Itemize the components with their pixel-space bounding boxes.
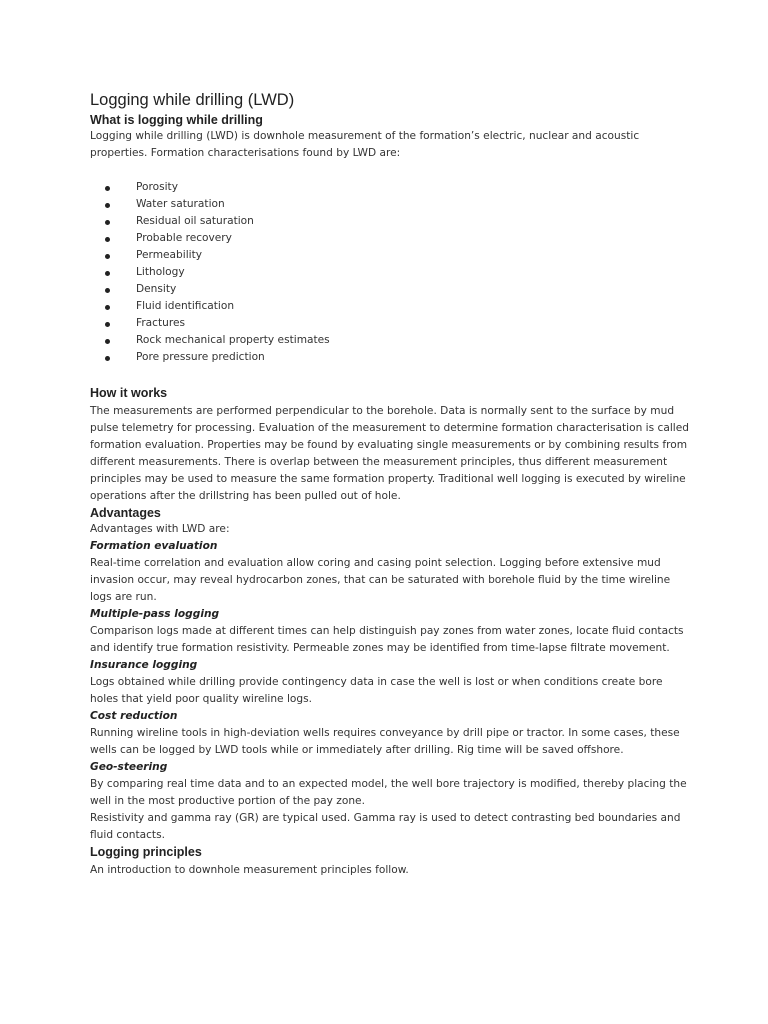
bullet-icon	[105, 254, 110, 259]
subheading-cost-reduction: Cost reduction	[90, 710, 178, 722]
characterisation-list	[90, 179, 690, 366]
section-heading-how: How it works	[90, 386, 168, 400]
bullet-icon	[105, 220, 110, 225]
formation-evaluation-paragraph: Real-time correlation and evaluation allow coring and casing point selection. Logging before extensive mud invasion occur, may reveal hydrocarbon zones, that can be saturated with borehole fluid by the time wireline logs are run.	[90, 557, 671, 603]
bullet-icon	[105, 203, 110, 208]
what-paragraph: Logging while drilling (LWD) is downhole measurement of the formation’s electric, nuclear and acoustic properties. Formation characterisations found by LWD are:	[90, 130, 640, 159]
geo-steering-paragraph-2: Resistivity and gamma ray (GR) are typical used. Gamma ray is used to detect contrasting bed boundaries and fluid contacts.	[90, 812, 681, 841]
list-item: Porosity	[90, 179, 690, 196]
multiple-pass-paragraph: Comparison logs made at different times can help distinguish pay zones from water zones, locate fluid contacts and identify true formation resistivity. Permeable zones may be identified from time-lapse filtrate movement.	[90, 625, 684, 654]
bullet-icon	[105, 305, 110, 310]
bullet-icon	[105, 356, 110, 361]
advantages-intro: Advantages with LWD are:	[90, 523, 230, 535]
bullet-icon	[105, 271, 110, 276]
subheading-formation-evaluation: Formation evaluation	[90, 540, 218, 552]
page-title: Logging while drilling (LWD)	[90, 91, 295, 109]
bullet-icon	[105, 322, 110, 327]
geo-steering-paragraph: By comparing real time data and to an expected model, the well bore trajectory is modified, thereby placing the well in the most productive portion of the pay zone.	[90, 778, 687, 807]
list-item: Probable recovery	[90, 230, 690, 247]
list-item: Fluid identification	[90, 298, 690, 315]
subheading-insurance-logging: Insurance logging	[90, 659, 198, 671]
list-item: Density	[90, 281, 690, 298]
section-heading-principles: Logging principles	[90, 845, 202, 859]
subheading-multiple-pass-logging: Multiple-pass logging	[90, 608, 220, 620]
section-heading-advantages: Advantages	[90, 506, 161, 520]
list-item: Pore pressure prediction	[90, 349, 690, 366]
list-item: Permeability	[90, 247, 690, 264]
principles-paragraph: An introduction to downhole measurement principles follow.	[90, 864, 409, 876]
bullet-icon	[105, 186, 110, 191]
list-item: Residual oil saturation	[90, 213, 690, 230]
cost-reduction-paragraph: Running wireline tools in high-deviation wells requires conveyance by drill pipe or tractor. In some cases, these wells can be logged by LWD tools while or immediately after drilling. Rig time will be saved offshore.	[90, 727, 680, 756]
how-paragraph: The measurements are performed perpendicular to the borehole. Data is normally sent to the surface by mud pulse telemetry for processing. Evaluation of the measurement to determine formation characterisation is called formation evaluation. Properties may be found by evaluating single measurements or by combining results from different measurements. There is overlap between the measurement principles, thus different measurement principles may be used to measure the same formation property. Traditional well logging is executed by wireline operations after the drillstring has been pulled out of hole.	[90, 405, 689, 502]
bullet-icon	[105, 339, 110, 344]
document-page	[90, 88, 690, 879]
bullet-icon	[105, 288, 110, 293]
list-item: Lithology	[90, 264, 690, 281]
list-item: Rock mechanical property estimates	[90, 332, 690, 349]
list-item: Water saturation	[90, 196, 690, 213]
section-heading-what: What is logging while drilling	[90, 113, 263, 127]
bullet-icon	[105, 237, 110, 242]
list-item: Fractures	[90, 315, 690, 332]
insurance-paragraph: Logs obtained while drilling provide contingency data in case the well is lost or when conditions create bore holes that yield poor quality wireline logs.	[90, 676, 663, 705]
subheading-geo-steering: Geo-steering	[90, 761, 168, 773]
